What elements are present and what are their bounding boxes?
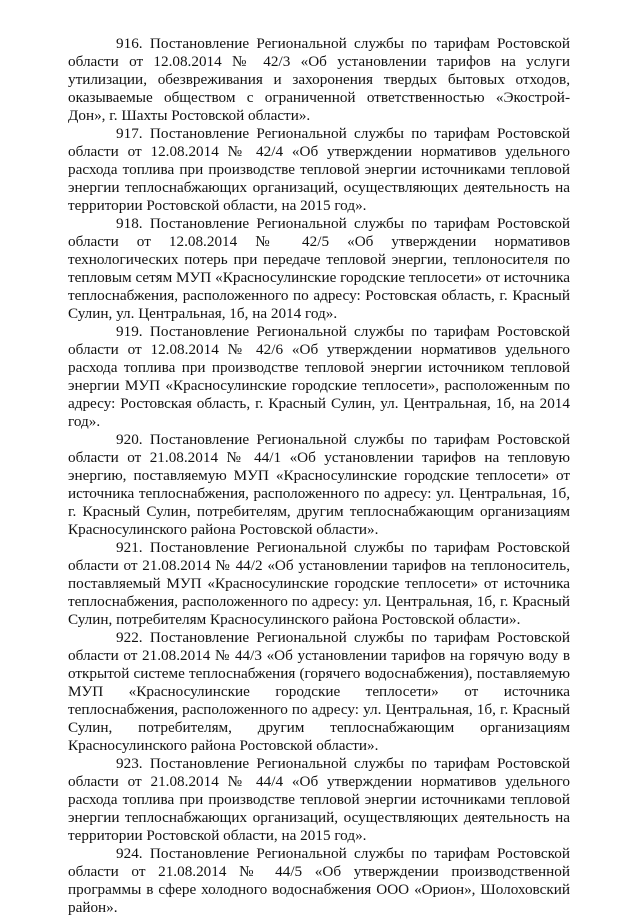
entry-text: Постановление Региональной службы по тарифам Ростовской области от 12.08.2014 № 42/3 «Об установлении тарифов на услуги утилизации, обезвреживания и захоронения твердых бытовых отходов, оказываемые обществом с ограниченной ответственностью «Экострой-Дон», г. Шахты Ростовской области». bbox=[68, 35, 570, 124]
list-item bbox=[68, 629, 570, 755]
list-item bbox=[68, 323, 570, 431]
list-item bbox=[68, 755, 570, 845]
entry-number: 921. bbox=[116, 539, 143, 556]
list-item bbox=[68, 539, 570, 629]
entry-number: 917. bbox=[116, 125, 143, 142]
document-page bbox=[68, 35, 570, 917]
entry-number: 924. bbox=[116, 845, 143, 862]
entry-text: Постановление Региональной службы по тарифам Ростовской области от 21.08.2014 № 44/3 «Об установлении тарифов на горячую воду в открытой системе теплоснабжения (горячего водоснабжения), поставляемую МУП «Красносулинские городские теплосети» от источника теплоснабжения, расположенного по адресу: ул. Центральная, 1б, г. Красный Сулин, потребителям, другим теплоснабжающим организациям Красносулинского района Ростовской области». bbox=[68, 629, 570, 754]
entry-number: 923. bbox=[116, 755, 143, 772]
entry-text: Постановление Региональной службы по тарифам Ростовской области от 21.08.2014 № 44/5 «Об утверждении производственной программы в сфере холодного водоснабжения ООО «Орион», Шолоховский район». bbox=[68, 845, 570, 916]
entry-number: 916. bbox=[116, 35, 143, 52]
entry-number: 919. bbox=[116, 323, 143, 340]
list-item bbox=[68, 35, 570, 125]
entry-text: Постановление Региональной службы по тарифам Ростовской области от 21.08.2014 № 44/2 «Об установлении тарифов на теплоноситель, поставляемый МУП «Красносулинские городские теплосети» от источника теплоснабжения, расположенного по адресу: ул. Центральная, 1б, г. Красный Сулин, потребителям Красносулинского района Ростовской области». bbox=[68, 539, 570, 628]
entry-number: 918. bbox=[116, 215, 143, 232]
list-item bbox=[68, 845, 570, 917]
entry-text: Постановление Региональной службы по тарифам Ростовской области от 21.08.2014 № 44/1 «Об установлении тарифов на тепловую энергию, поставляемую МУП «Красносулинские городские теплосети» от источника теплоснабжения, расположенного по адресу: ул. Центральная, 1б, г. Красный Сулин, потребителям, другим теплоснабжающим организациям Красносулинского района Ростовской области». bbox=[68, 431, 570, 538]
entry-text: Постановление Региональной службы по тарифам Ростовской области от 12.08.2014 № 42/5 «Об утверждении нормативов технологических потерь при передаче тепловой энергии, теплоносителя по тепловым сетям МУП «Красносулинские городские теплосети» от источника теплоснабжения, расположенного по адресу: Ростовская область, г. Красный Сулин, ул. Центральная, 1б, на 2014 год». bbox=[68, 215, 570, 322]
entry-text: Постановление Региональной службы по тарифам Ростовской области от 21.08.2014 № 44/4 «Об утверждении нормативов удельного расхода топлива при производстве тепловой энергии источниками тепловой энергии теплоснабжающих организаций, осуществляющих деятельность на территории Ростовской области, на 2015 год». bbox=[68, 755, 570, 844]
list-item bbox=[68, 431, 570, 539]
entry-text: Постановление Региональной службы по тарифам Ростовской области от 12.08.2014 № 42/4 «Об утверждении нормативов удельного расхода топлива при производстве тепловой энергии источниками тепловой энергии теплоснабжающих организаций, осуществляющих деятельность на территории Ростовской области, на 2015 год». bbox=[68, 125, 570, 214]
entry-number: 920. bbox=[116, 431, 143, 448]
list-item bbox=[68, 215, 570, 323]
entry-text: Постановление Региональной службы по тарифам Ростовской области от 12.08.2014 № 42/6 «Об утверждении нормативов удельного расхода топлива при производстве тепловой энергии источником тепловой энергии МУП «Красносулинские городские теплосети», расположенным по адресу: Ростовская область, г. Красный Сулин, ул. Центральная, 1б, на 2014 год». bbox=[68, 323, 570, 430]
entry-number: 922. bbox=[116, 629, 143, 646]
list-item bbox=[68, 125, 570, 215]
